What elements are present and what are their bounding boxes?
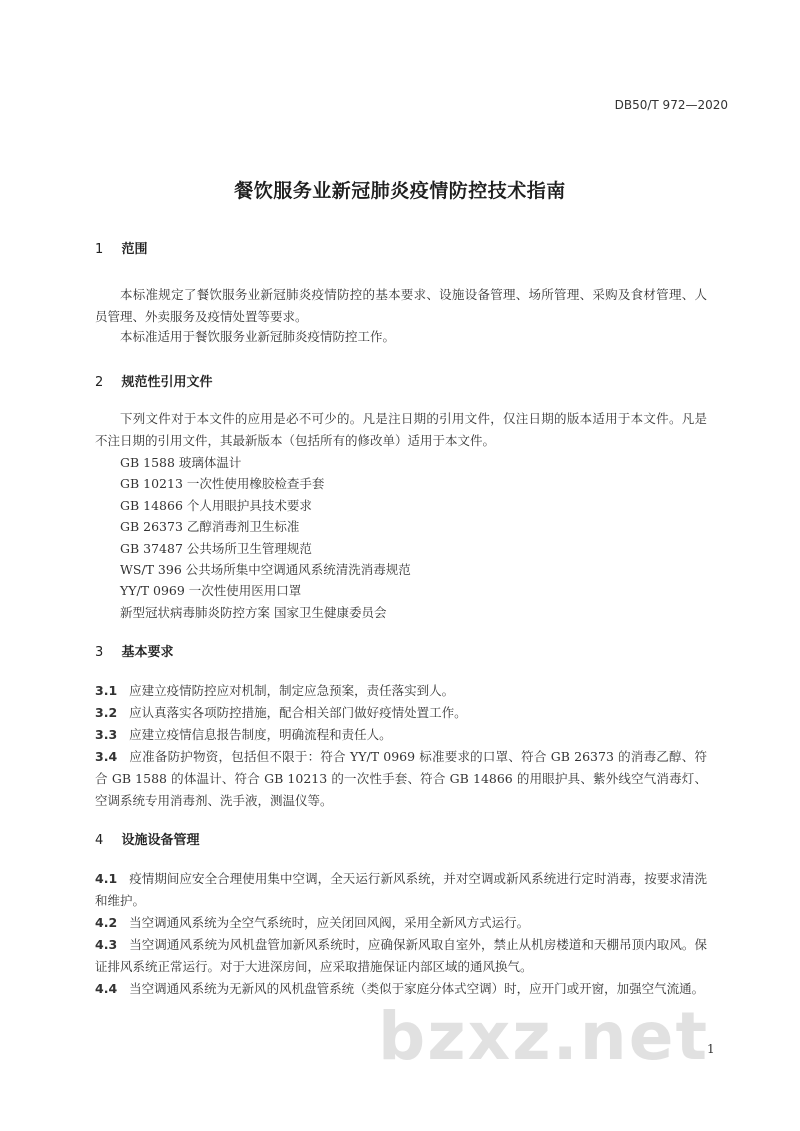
clause-text: 应准备防护物资，包括但不限于：符合 YY/T 0969 标准要求的口罩、符合 GB 26373 的消毒乙醇、符合 GB 1588 的体温计、符合 GB 10213 的一次性手套、符合 GB 14866 的用眼护具、紫外线空气消毒灯、空调系统专用消毒剂、洗手液，测温仪等。 — [95, 749, 707, 808]
clause-3-1 — [95, 680, 707, 702]
reference-item: GB 37487 公共场所卫生管理规范 — [120, 540, 312, 556]
clause-text: 应建立疫情信息报告制度，明确流程和责任人。 — [129, 727, 392, 742]
reference-item: WS/T 396 公共场所集中空调通风系统清洗消毒规范 — [120, 562, 411, 578]
clause-text: 当空调通风系统为无新风的风机盘管系统（类似于家庭分体式空调）时，应开门或开窗，加强空气流通。 — [129, 981, 705, 996]
reference-item: YY/T 0969 一次性使用医用口罩 — [120, 583, 302, 599]
clause-number: 4.4 — [95, 981, 118, 996]
clause-4-2 — [95, 912, 707, 934]
clause-number: 3.4 — [95, 749, 118, 764]
reference-item: 新型冠状病毒肺炎防控方案 国家卫生健康委员会 — [120, 604, 387, 620]
section-number: 4 — [95, 833, 104, 848]
page-number: 1 — [707, 1042, 715, 1056]
reference-item: GB 14866 个人用眼护具技术要求 — [120, 497, 312, 513]
clause-4-4 — [95, 978, 707, 1000]
section-heading-normative-references — [95, 371, 213, 390]
watermark: bzxz.net — [378, 998, 710, 1075]
section-heading-basic-requirements — [95, 641, 174, 660]
clause-text: 疫情期间应安全合理使用集中空调，全天运行新风系统，并对空调或新风系统进行定时消毒，按要求清洗和维护。 — [95, 871, 707, 908]
section-title: 基本要求 — [121, 645, 174, 660]
section-number: 2 — [95, 375, 104, 390]
section-number: 3 — [95, 645, 104, 660]
section-heading-scope — [95, 238, 148, 257]
section-number: 1 — [95, 242, 104, 257]
clause-text: 应认真落实各项防控措施，配合相关部门做好疫情处置工作。 — [129, 705, 467, 720]
clause-text: 应建立疫情防控应对机制，制定应急预案，责任落实到人。 — [129, 683, 455, 698]
section-heading-facility-management — [95, 829, 200, 848]
section-title: 规范性引用文件 — [121, 375, 213, 390]
scope-paragraph: 本标准规定了餐饮服务业新冠肺炎疫情防控的基本要求、设施设备管理、场所管理、采购及食材管理、人员管理、外卖服务及疫情处置等要求。 — [95, 287, 707, 324]
clause-number: 4.2 — [95, 915, 118, 930]
references-intro: 下列文件对于本文件的应用是必不可少的。凡是注日期的引用文件，仅注日期的版本适用于本文件。凡是不注日期的引用文件，其最新版本（包括所有的修改单）适用于本文件。 — [95, 411, 707, 448]
section-title: 范围 — [121, 242, 148, 257]
clause-number: 3.2 — [95, 705, 118, 720]
reference-item: GB 10213 一次性使用橡胶检查手套 — [120, 476, 325, 492]
clause-4-1 — [95, 868, 707, 912]
clause-number: 3.3 — [95, 727, 118, 742]
clause-4-3 — [95, 934, 707, 978]
clause-number: 4.3 — [95, 937, 118, 952]
clause-3-2 — [95, 702, 707, 724]
clause-3-4 — [95, 746, 707, 812]
section-title: 设施设备管理 — [121, 833, 200, 848]
clause-number: 3.1 — [95, 683, 118, 698]
clause-text: 当空调通风系统为全空气系统时，应关闭回风阀，采用全新风方式运行。 — [129, 915, 530, 930]
reference-item: GB 1588 玻璃体温计 — [120, 455, 242, 470]
reference-item: GB 26373 乙醇消毒剂卫生标准 — [120, 519, 300, 535]
clause-text: 当空调通风系统为风机盘管加新风系统时，应确保新风取自室外，禁止从机房楼道和天棚吊顶内取风。保证排风系统正常运行。对于大进深房间，应采取措施保证内部区域的通风换气。 — [95, 937, 707, 974]
clause-3-3 — [95, 724, 707, 746]
reference-list — [120, 452, 411, 623]
document-title: 餐饮服务业新冠肺炎疫情防控技术指南 — [234, 180, 566, 202]
clause-number: 4.1 — [95, 871, 118, 886]
scope-paragraph: 本标准适用于餐饮服务业新冠肺炎疫情防控工作。 — [120, 329, 396, 344]
document-code: DB50/T 972—2020 — [614, 98, 728, 112]
